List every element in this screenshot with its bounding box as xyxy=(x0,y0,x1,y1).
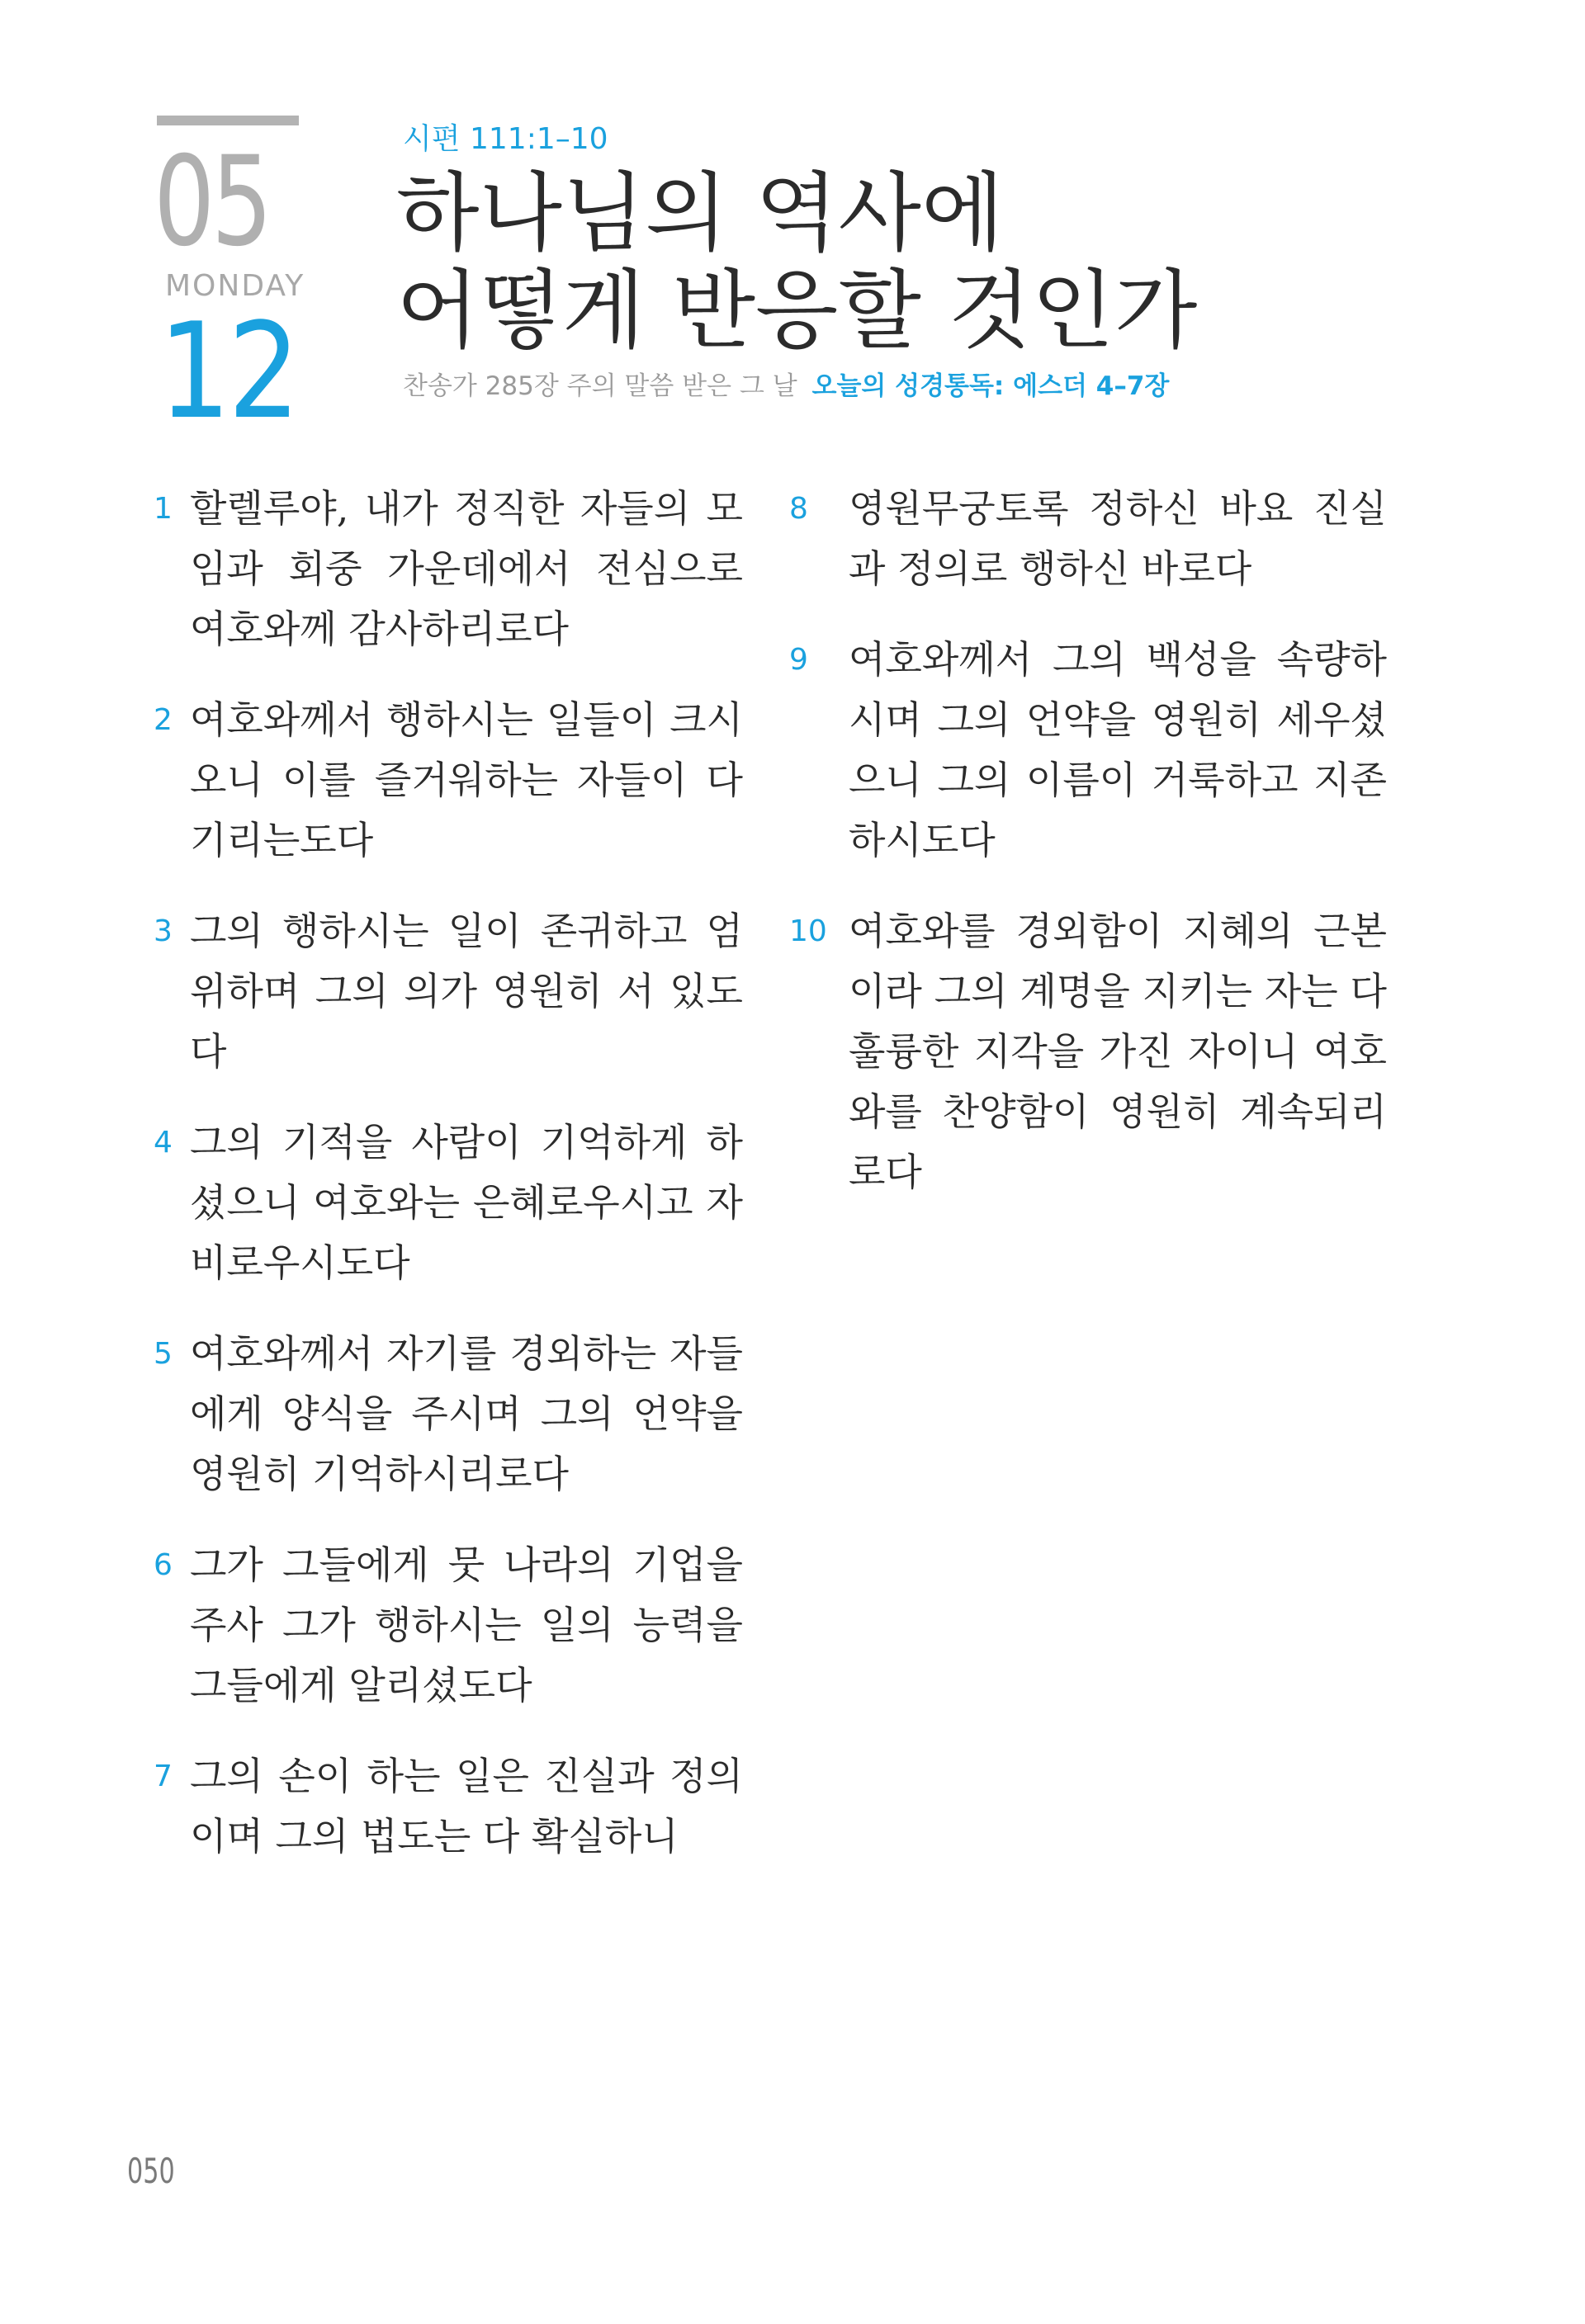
verse-text: 여호와께서 자기를 경외하는 자들에게 양식을 주시며 그의 언약을 영원히 기억하시리로다 xyxy=(190,1331,743,1496)
verse-text: 여호와께서 그의 백성을 속량하시며 그의 언약을 영원히 세우셨으니 그의 이름이 거룩하고 지존하시도다 xyxy=(849,637,1387,862)
verse-text: 그의 행하시는 일이 존귀하고 엄위하며 그의 의가 영원히 서 있도다 xyxy=(190,909,743,1074)
date-divider-bar xyxy=(157,116,299,125)
verse-text: 여호와를 경외함이 지혜의 근본이라 그의 계명을 지키는 자는 다 훌륭한 지각을 가진 자이니 여호와를 찬양함이 영원히 계속되리로다 xyxy=(849,909,1387,1194)
verse-number: 1 xyxy=(154,492,173,526)
verse-number: 3 xyxy=(154,914,173,948)
verse-text: 여호와께서 행하시는 일들이 크시오니 이를 즐거워하는 자들이 다 기리는도다 xyxy=(190,697,743,862)
verse xyxy=(154,1324,743,1504)
scripture-reference: 시편 111:1–10 xyxy=(403,122,608,156)
verse-number: 10 xyxy=(789,914,827,948)
hymn-info: 찬송가 285장 주의 말씀 받은 그 날 xyxy=(403,371,797,401)
weekday-label: MONDAY xyxy=(165,269,305,303)
page-number: 050 xyxy=(127,2151,175,2191)
verse-text: 그가 그들에게 뭇 나라의 기업을 주사 그가 행하시는 일의 능력을 그들에게 알리셨도다 xyxy=(190,1542,743,1708)
verse xyxy=(154,1535,743,1716)
verse xyxy=(154,1112,743,1293)
verse-text: 그의 손이 하는 일은 진실과 정의이며 그의 법도는 다 확실하니 xyxy=(190,1754,743,1859)
verse xyxy=(789,630,1387,871)
meta-line xyxy=(403,365,1169,402)
verse-text: 영원무궁토록 정하신 바요 진실과 정의로 행하신 바로다 xyxy=(849,486,1387,591)
verse xyxy=(154,1746,743,1867)
verse-number: 4 xyxy=(154,1126,173,1160)
verse-number: 5 xyxy=(154,1337,173,1371)
page-title-line-2: 어떻게 반응할 것인가 xyxy=(396,260,1198,361)
reading-plan: 오늘의 성경통독: 에스더 4–7장 xyxy=(811,371,1170,401)
verse xyxy=(154,690,743,871)
verses-right-column xyxy=(789,479,1387,1233)
verse xyxy=(789,479,1387,599)
verse-text: 그의 기적을 사람이 기억하게 하셨으니 여호와는 은혜로우시고 자비로우시도다 xyxy=(190,1120,743,1285)
verse-number: 9 xyxy=(789,643,808,677)
verse xyxy=(154,901,743,1082)
verse-number: 7 xyxy=(154,1760,173,1793)
verse xyxy=(154,479,743,659)
day-number: 12 xyxy=(158,294,298,448)
verse-text: 할렐루야, 내가 정직한 자들의 모임과 회중 가운데에서 전심으로 여호와께 감사하리로다 xyxy=(190,486,743,651)
month-number: 05 xyxy=(154,130,269,274)
verse xyxy=(789,901,1387,1202)
verses-left-column xyxy=(154,479,743,1897)
page-title-line-1: 하나님의 역사에 xyxy=(396,163,1005,263)
verse-number: 2 xyxy=(154,703,173,737)
verse-number: 8 xyxy=(789,492,808,526)
verse-number: 6 xyxy=(154,1548,173,1582)
